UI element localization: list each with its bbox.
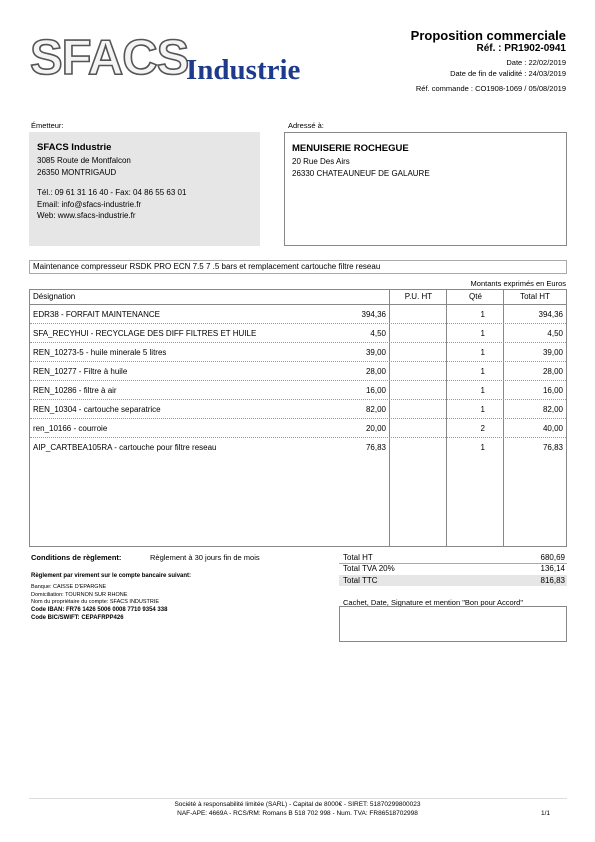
- row-unit-price: 28,00: [365, 367, 386, 376]
- row-quantity: 1: [480, 405, 485, 414]
- row-quantity: 2: [480, 424, 485, 433]
- document-date: Date : 22/02/2019: [506, 58, 566, 67]
- row-total: 76,83: [542, 443, 563, 452]
- total-ht-label: Total HT: [343, 553, 373, 562]
- table-header-row: [30, 290, 566, 305]
- row-quantity: 1: [480, 348, 485, 357]
- table-row: [30, 401, 566, 419]
- account-owner: Nom du propriétaire du compte: SFACS INDUSTRIE: [31, 599, 160, 605]
- company-logo: [30, 30, 315, 86]
- sender-label: Émetteur:: [31, 121, 64, 130]
- total-ttc-value: 816,83: [540, 576, 565, 585]
- row-quantity: 1: [480, 367, 485, 376]
- total-tva-label: Total TVA 20%: [343, 564, 395, 573]
- row-total: 82,00: [542, 405, 563, 414]
- logo-brand-text: SFACS: [30, 31, 189, 85]
- total-ttc-label: Total TTC: [343, 576, 378, 585]
- footer-legal-line2: NAF-APE: 4669A - RCS/RM: Romans B 518 702 998 - Num. TVA: FR86518702998: [177, 810, 418, 817]
- validity-date: Date de fin de validité : 24/03/2019: [450, 69, 566, 78]
- header-total: Total HT: [520, 292, 550, 301]
- row-total: 4,50: [547, 329, 563, 338]
- recipient-label: Adressé à:: [288, 121, 324, 130]
- page-number: 1/1: [540, 810, 550, 817]
- total-ttc-row: [339, 575, 567, 586]
- row-designation: ren_10166 - courroie: [33, 424, 108, 433]
- sender-email: Email: info@sfacs-industrie.fr: [37, 199, 142, 209]
- items-table: [29, 289, 567, 547]
- sender-box: [29, 132, 260, 246]
- row-designation: SFA_RECYHUI - RECYCLAGE DES DIFF FILTRES ET HUILE: [33, 329, 257, 338]
- recipient-name: MENUISERIE ROCHEGUE: [292, 143, 409, 154]
- row-total: 394,36: [538, 310, 563, 319]
- row-quantity: 1: [480, 310, 485, 319]
- table-row: [30, 344, 566, 362]
- table-row: [30, 382, 566, 400]
- bank-name: Banque: CAISSE D'EPARGNE: [31, 584, 107, 590]
- row-designation: REN_10304 - cartouche separatrice: [33, 405, 161, 414]
- row-designation: EDR38 - FORFAIT MAINTENANCE: [33, 310, 160, 319]
- total-ht-row: [339, 552, 567, 563]
- footer-legal-line1: Société à responsabilité limitée (SARL) - Capital de 8000€ - SIRET: 51870299800023: [174, 801, 421, 808]
- table-row: [30, 306, 566, 324]
- row-unit-price: 16,00: [365, 386, 386, 395]
- table-row: [30, 363, 566, 381]
- logo-subtitle-text: Industrie: [186, 54, 301, 86]
- payment-conditions-value: Règlement à 30 jours fin de mois: [150, 553, 260, 562]
- document-reference: Réf. : PR1902-0941: [476, 43, 566, 54]
- row-designation: REN_10286 - filtre à air: [33, 386, 117, 395]
- row-total: 28,00: [542, 367, 563, 376]
- proposal-subject: Maintenance compresseur RSDK PRO ECN 7.5 7 .5 bars et remplacement cartouche filtre reseau: [29, 260, 567, 274]
- row-unit-price: 394,36: [361, 310, 386, 319]
- row-designation: AIP_CARTBEA105RA - cartouche pour filtre reseau: [33, 443, 217, 452]
- row-quantity: 1: [480, 443, 485, 452]
- row-designation: REN_10277 - Filtre à huile: [33, 367, 128, 376]
- row-quantity: 1: [480, 329, 485, 338]
- sender-address-line1: 3085 Route de Montfalcon: [37, 156, 131, 165]
- row-unit-price: 76,83: [365, 443, 386, 452]
- bank-transfer-title: Règlement par virement sur le compte bancaire suivant:: [31, 573, 192, 579]
- signature-box: [339, 606, 567, 642]
- header-quantity: Qté: [469, 292, 482, 301]
- row-total: 40,00: [542, 424, 563, 433]
- recipient-address-line2: 26330 CHATEAUNEUF DE GALAURE: [292, 168, 430, 178]
- iban-code: Code IBAN: FR76 1426 5006 0008 7710 9354 338: [31, 607, 168, 613]
- row-total: 39,00: [542, 348, 563, 357]
- payment-conditions-label: Conditions de règlement:: [31, 553, 122, 562]
- sender-website: Web: www.sfacs-industrie.fr: [37, 211, 136, 220]
- row-unit-price: 20,00: [365, 424, 386, 433]
- currency-note: Montants exprimés en Euros: [470, 279, 566, 288]
- recipient-box: [284, 132, 567, 246]
- bank-domiciliation: Domiciliation: TOURNON SUR RHONE: [31, 592, 128, 598]
- order-reference: Réf. commande : CO1908-1069 / 05/08/2019: [415, 84, 566, 93]
- signature-label: Cachet, Date, Signature et mention "Bon pour Accord": [343, 598, 524, 607]
- document-title: Proposition commerciale: [410, 28, 566, 43]
- sender-address-line2: 26350 MONTRIGAUD: [37, 167, 117, 177]
- header-designation: Désignation: [33, 292, 76, 301]
- total-tva-value: 136,14: [540, 564, 565, 573]
- row-unit-price: 39,00: [365, 348, 386, 357]
- table-row: [30, 420, 566, 438]
- total-ht-value: 680,69: [540, 553, 565, 562]
- row-total: 16,00: [542, 386, 563, 395]
- total-tva-row: [339, 563, 567, 574]
- table-row: [30, 325, 566, 343]
- header-unit-price: P.U. HT: [404, 292, 433, 301]
- row-unit-price: 4,50: [370, 329, 386, 338]
- row-quantity: 1: [480, 386, 485, 395]
- row-unit-price: 82,00: [365, 405, 386, 414]
- table-row: [30, 439, 566, 456]
- row-designation: REN_10273-5 - huile minerale 5 litres: [33, 348, 167, 357]
- bic-code: Code BIC/SWIFT: CEPAFRPP426: [31, 615, 124, 621]
- sender-name: SFACS Industrie: [37, 142, 112, 153]
- recipient-address-line1: 20 Rue Des Airs: [292, 157, 350, 166]
- sender-phone: Tél.: 09 61 31 16 40 - Fax: 04 86 55 63 01: [37, 188, 187, 197]
